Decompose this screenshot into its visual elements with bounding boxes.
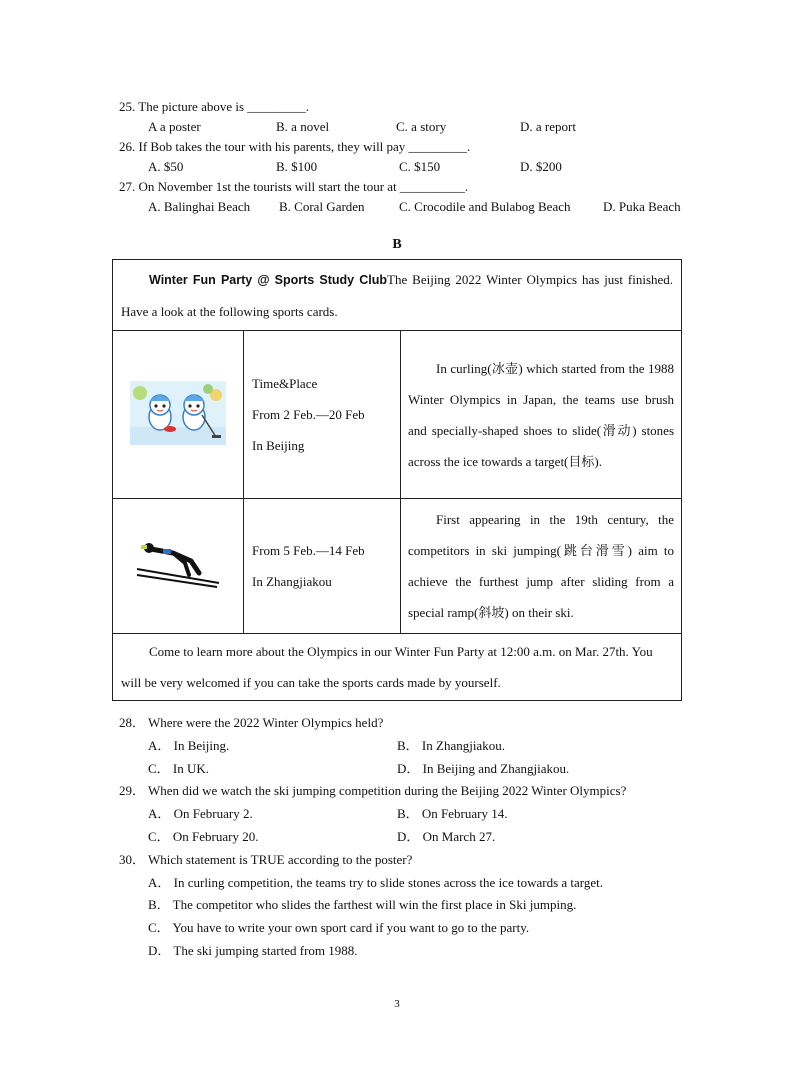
question-25-stem: 25. The picture above is _________. xyxy=(119,99,310,114)
card2-time-place xyxy=(244,499,401,634)
section-title: B xyxy=(392,237,402,252)
option-30c: C． You have to write your own sport card if you want to go to the party. xyxy=(148,920,530,935)
option-25d: D. a report xyxy=(520,119,576,134)
card1-dates: From 2 Feb.—20 Feb xyxy=(252,407,365,422)
question-26-stem: 26. If Bob takes the tour with his parents, they will pay _________. xyxy=(119,139,471,154)
ski-jumper-picture xyxy=(133,539,223,589)
question-27-stem: 27. On November 1st the tourists will start the tour at __________. xyxy=(119,179,469,194)
card2-description: First appearing in the 19th century, the competitors in ski jumping(跳台滑雪) aim to achieve the furthest jump after sliding from a special ramp(斜坡) on their ski. xyxy=(401,499,682,634)
option-29c: C． On February 20. xyxy=(148,829,259,844)
page-number: 3 xyxy=(394,998,400,1010)
option-28a: A． In Beijing. xyxy=(148,738,230,753)
poster-intro-text: The Beijing 2022 Winter Olympics has just finished. Have a look at the following sports cards. xyxy=(121,271,674,319)
option-29b: B． On February 14. xyxy=(397,806,508,821)
option-25a: A a poster xyxy=(148,119,201,134)
option-27c: C. Crocodile and Bulabog Beach xyxy=(399,199,571,214)
curling-mascots-picture xyxy=(130,381,226,445)
option-26b: B. $100 xyxy=(276,159,318,174)
card1-place: In Beijing xyxy=(252,438,305,453)
poster-table xyxy=(112,259,682,701)
option-29d: D． On March 27. xyxy=(397,829,496,844)
option-28d: D． In Beijing and Zhangjiakou. xyxy=(397,761,570,776)
option-28c: C． In UK. xyxy=(148,761,210,776)
option-26c: C. $150 xyxy=(399,159,441,174)
option-25b: B. a novel xyxy=(276,119,330,134)
card1-description: In curling(冰壶) which started from the 1988 Winter Olympics in Japan, the teams use brush and specially-shaped shoes to slide(滑动) stones across the ice towards a target(目标). xyxy=(401,331,682,499)
question-30-stem: 30． Which statement is TRUE according to the poster? xyxy=(119,852,413,867)
option-30d: D． The ski jumping started from 1988. xyxy=(148,943,358,958)
option-29a: A． On February 2. xyxy=(148,806,253,821)
curling-image-cell xyxy=(113,331,244,499)
option-27a: A. Balinghai Beach xyxy=(148,199,251,214)
poster-outro: Come to learn more about the Olympics in our Winter Fun Party at 12:00 a.m. on Mar. 27th. You will be very welcomed if you can take the sports cards made by yourself. xyxy=(113,634,682,701)
question-29-stem: 29． When did we watch the ski jumping competition during the Beijing 2022 Winter Olympics? xyxy=(119,783,627,798)
option-27b: B. Coral Garden xyxy=(279,199,365,214)
poster-intro xyxy=(113,260,682,331)
option-30b: B． The competitor who slides the farthest will win the first place in Ski jumping. xyxy=(148,897,577,912)
question-28-stem: 28． Where were the 2022 Winter Olympics held? xyxy=(119,715,384,730)
ski-image-cell xyxy=(113,499,244,634)
option-26a: A. $50 xyxy=(148,159,184,174)
option-25c: C. a story xyxy=(396,119,447,134)
option-28b: B． In Zhangjiakou. xyxy=(397,738,505,753)
card1-time-place-label: Time&Place xyxy=(252,376,318,391)
card2-dates: From 5 Feb.—14 Feb xyxy=(252,543,365,558)
card1-time-place xyxy=(244,331,401,499)
option-27d: D. Puka Beach xyxy=(603,199,681,214)
card2-place: In Zhangjiakou xyxy=(252,574,332,589)
poster-heading: Winter Fun Party @ Sports Study Club xyxy=(149,272,388,287)
option-26d: D. $200 xyxy=(520,159,562,174)
option-30a: A． In curling competition, the teams try to slide stones across the ice towards a target. xyxy=(148,875,604,890)
